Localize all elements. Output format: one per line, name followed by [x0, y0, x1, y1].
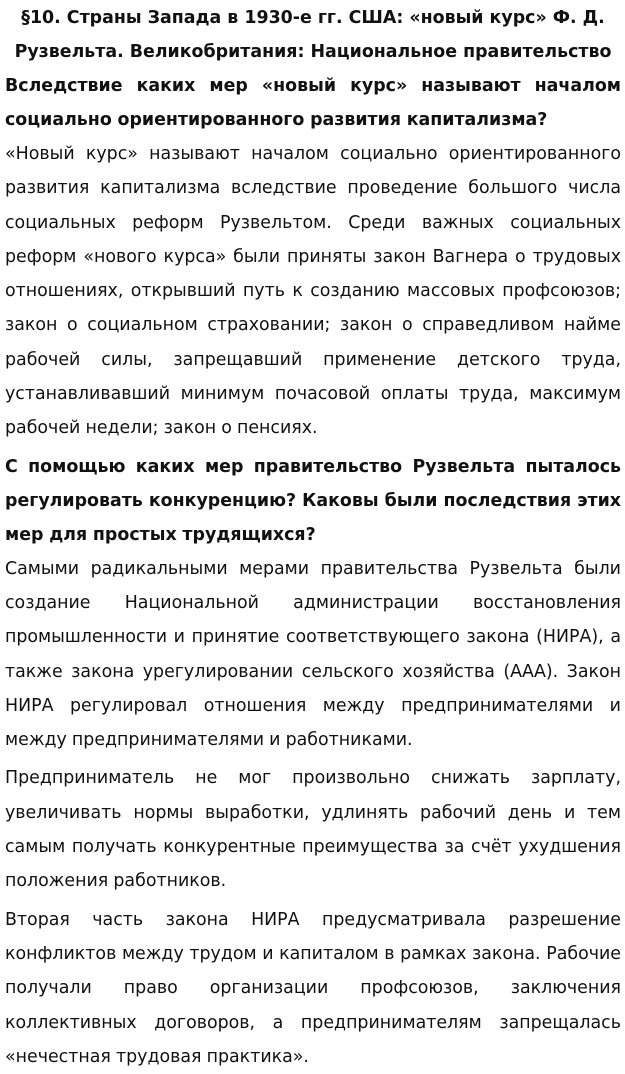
- page-title: §10. Страны Запада в 1930-е гг. США: «новый курс» Ф. Д. Рузвельта. Великобритания: Национальное правительство: [14, 8, 612, 62]
- question-1: Вследствие каких мер «новый курс» называют началом социально ориентированного развития капитализма?: [5, 76, 621, 130]
- answer-2-paragraph-3: Вторая часть закона НИРА предусматривала разрешение конфликтов между трудом и капиталом в рамках закона. Рабочие получали право организации профсоюзов, заключения коллективных договоров, а предпринимателям запрещалась «нечестная трудовая практика».: [5, 909, 621, 1067]
- answer-2-paragraph-2: Предприниматель не мог произвольно снижать зарплату, увеличивать нормы выработки, удлинять рабочий день и тем самым получать конкурентные преимущества за счёт ухудшения положения работников.: [5, 768, 621, 892]
- answer-2-paragraph-1: Самыми радикальными мерами правительства Рузвельта были создание Национальной администрации восстановления промышленности и принятие соответствующего закона (НИРА), а также закона урегулировании сельского хозяйства (ААА). Закон НИРА регулировал отношения между предпринимателями и между предпринимателями и работниками.: [5, 558, 621, 751]
- question-2: С помощью каких мер правительство Рузвельта пыталось регулировать конкуренцию? Каковы были последствия этих мер для простых трудящихся?: [5, 456, 621, 545]
- answer-1-paragraph-1: «Новый курс» называют началом социально ориентированного развития капитализма вследствие проведение большого числа социальных реформ Рузвельтом. Среди важных социальных реформ «нового курса» были приняты закон Вагнера о трудовых отношениях, открывший путь к созданию массовых профсоюзов; закон о социальном страховании; закон о справедливом найме рабочей силы, запрещавший применение детского труда, устанавливавший минимум почасовой оплаты труда, максимум рабочей недели; закон о пенсиях.: [5, 144, 621, 439]
